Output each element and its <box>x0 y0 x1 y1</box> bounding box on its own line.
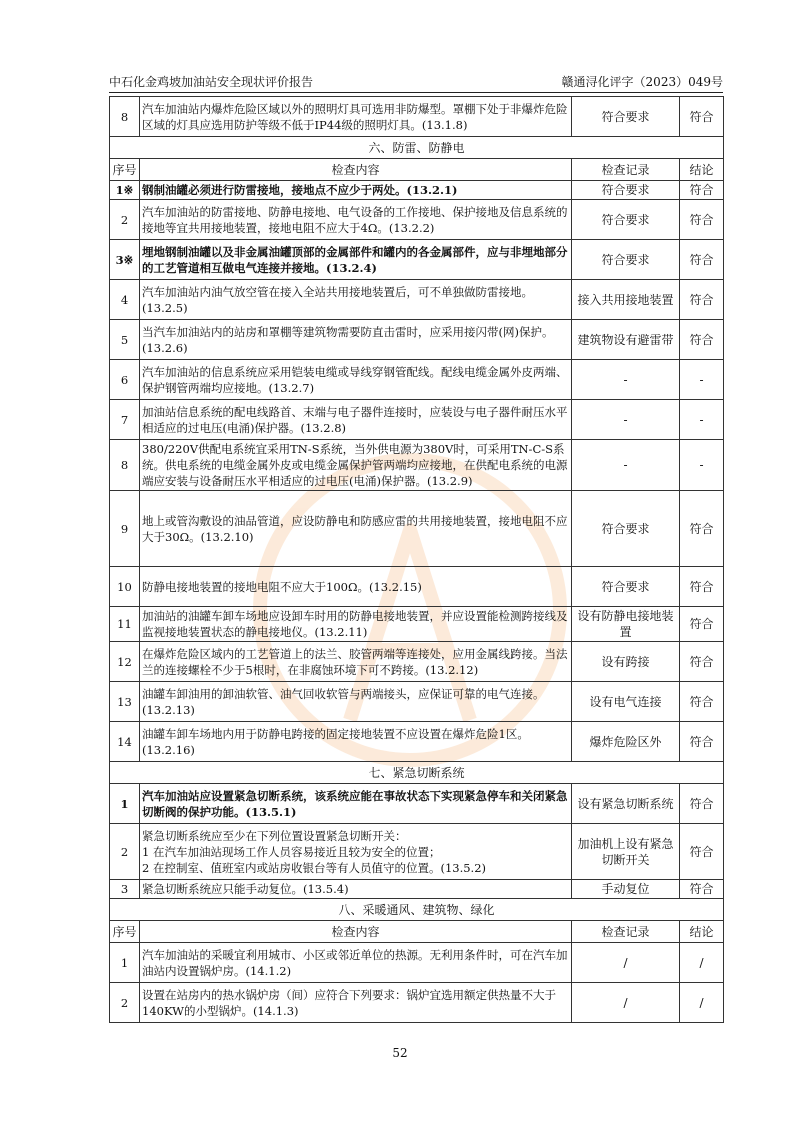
cell-result: 符合 <box>680 97 724 137</box>
cell-num: 8 <box>110 97 140 137</box>
cell-content: 防静电接地装置的接地电阻不应大于100Ω。(13.2.15) <box>140 567 572 607</box>
table-row <box>110 360 724 400</box>
cell-num: 2 <box>110 200 140 240</box>
table-row <box>110 983 724 1023</box>
section-title-row <box>110 762 724 784</box>
page-number: 52 <box>392 1046 408 1060</box>
cell-record: - <box>572 400 680 440</box>
table-row <box>110 181 724 200</box>
cell-record: 符合要求 <box>572 181 680 200</box>
cell-content: 汽车加油站内油气放空管在接入全站共用接地装置后，可不单独做防雷接地。(13.2.5) <box>140 280 572 320</box>
cell-content: 地上或管沟敷设的油品管道，应设防静电和防感应雷的共用接地装置，接地电阻不应大于30Ω。(13.2.10) <box>140 491 572 567</box>
section-title: 八、采暖通风、建筑物、绿化 <box>110 899 724 921</box>
cell-num: 3※ <box>110 240 140 280</box>
cell-result: 符合 <box>680 722 724 762</box>
cell-result: 符合 <box>680 682 724 722</box>
header-num: 序号 <box>110 921 140 943</box>
cell-content: 紧急切断系统应至少在下列位置设置紧急切断开关： 1 在汽车加油站现场工作人员容易接近且较为安全的位置； 2 在控制室、值班室内或站房收银台等有人员值守的位置。(13.5.2) <box>140 824 572 880</box>
cell-content: 紧急切断系统应只能手动复位。(13.5.4) <box>140 880 572 899</box>
table-row <box>110 240 724 280</box>
table-row <box>110 97 724 137</box>
table-row <box>110 824 724 880</box>
table-row <box>110 567 724 607</box>
cell-record: 符合要求 <box>572 240 680 280</box>
table-row <box>110 880 724 899</box>
cell-result: 符合 <box>680 280 724 320</box>
cell-num: 6 <box>110 360 140 400</box>
cell-result: - <box>680 440 724 491</box>
cell-num: 9 <box>110 491 140 567</box>
cell-result: - <box>680 400 724 440</box>
header-result: 结论 <box>680 159 724 181</box>
section-title: 七、紧急切断系统 <box>110 762 724 784</box>
cell-record: 设有紧急切断系统 <box>572 784 680 824</box>
cell-result: 符合 <box>680 181 724 200</box>
cell-num: 14 <box>110 722 140 762</box>
cell-num: 5 <box>110 320 140 360</box>
cell-result: 符合 <box>680 607 724 642</box>
cell-num: 8 <box>110 440 140 491</box>
cell-record: / <box>572 943 680 983</box>
cell-content: 埋地钢制油罐以及非金属油罐顶部的金属部件和罐内的各金属部件，应与非埋地部分的工艺管道相互做电气连接并接地。(13.2.4) <box>140 240 572 280</box>
cell-record: 符合要求 <box>572 567 680 607</box>
section-title: 六、防雷、防静电 <box>110 137 724 159</box>
table-row <box>110 280 724 320</box>
cell-content: 汽车加油站的采暖宜利用城市、小区或邻近单位的热源。无利用条件时，可在汽车加油站内设置锅炉房。(14.1.2) <box>140 943 572 983</box>
cell-content: 当汽车加油站内的站房和罩棚等建筑物需要防直击雷时，应采用接闪带(网)保护。(13.2.6) <box>140 320 572 360</box>
header-rule <box>109 92 723 93</box>
cell-record: / <box>572 983 680 1023</box>
cell-result: 符合 <box>680 320 724 360</box>
table-row <box>110 491 724 567</box>
cell-num: 3 <box>110 880 140 899</box>
cell-result: 符合 <box>680 824 724 880</box>
cell-result: / <box>680 943 724 983</box>
section-title-row <box>110 137 724 159</box>
cell-record: 建筑物设有避雷带 <box>572 320 680 360</box>
cell-content: 汽车加油站的信息系统应采用铠装电缆或导线穿钢管配线。配线电缆金属外皮两端、保护钢管两端均应接地。(13.2.7) <box>140 360 572 400</box>
cell-result: 符合 <box>680 784 724 824</box>
cell-content: 油罐车卸油用的卸油软管、油气回收软管与两端接头，应保证可靠的电气连接。(13.2.13) <box>140 682 572 722</box>
table-row <box>110 784 724 824</box>
cell-record: 接入共用接地装置 <box>572 280 680 320</box>
cell-content: 汽车加油站应设置紧急切断系统，该系统应能在事故状态下实现紧急停车和关闭紧急切断阀的保护功能。(13.5.1) <box>140 784 572 824</box>
cell-content: 汽车加油站的防雷接地、防静电接地、电气设备的工作接地、保护接地及信息系统的接地等宜共用接地装置，接地电阻不应大于4Ω。(13.2.2) <box>140 200 572 240</box>
header-record: 检查记录 <box>572 159 680 181</box>
table-row <box>110 440 724 491</box>
cell-record: 设有防静电接地装置 <box>572 607 680 642</box>
cell-num: 13 <box>110 682 140 722</box>
cell-content: 设置在站房内的热水锅炉房（间）应符合下列要求：锅炉宜选用额定供热量不大于140KW的小型锅炉。(14.1.3) <box>140 983 572 1023</box>
table-header-row <box>110 921 724 943</box>
cell-num: 11 <box>110 607 140 642</box>
cell-result: 符合 <box>680 240 724 280</box>
cell-num: 10 <box>110 567 140 607</box>
cell-record: 手动复位 <box>572 880 680 899</box>
table-row <box>110 400 724 440</box>
table-row <box>110 642 724 682</box>
cell-content: 380/220V供配电系统宜采用TN-S系统，当外供电源为380V时，可采用TN-C-S系统。供电系统的电缆金属外皮或电缆金属保护管两端均应接地，在供配电系统的电源端应安装与设备耐压水平相适应的过电压(电涌)保护器。(13.2.9) <box>140 440 572 491</box>
cell-content: 在爆炸危险区域内的工艺管道上的法兰、胶管两端等连接处，应用金属线跨接。当法兰的连接螺栓不少于5根时，在非腐蚀环境下可不跨接。(13.2.12) <box>140 642 572 682</box>
cell-result: / <box>680 983 724 1023</box>
cell-num: 2 <box>110 983 140 1023</box>
cell-num: 4 <box>110 280 140 320</box>
cell-record: 符合要求 <box>572 200 680 240</box>
page-header <box>109 70 723 90</box>
table-row <box>110 682 724 722</box>
cell-num: 2 <box>110 824 140 880</box>
cell-content: 加油站信息系统的配电线路首、末端与电子器件连接时，应装设与电子器件耐压水平相适应的过电压(电涌)保护器。(13.2.8) <box>140 400 572 440</box>
evaluation-table <box>109 96 724 1023</box>
cell-record: 爆炸危险区外 <box>572 722 680 762</box>
header-num: 序号 <box>110 159 140 181</box>
table-row <box>110 607 724 642</box>
header-content: 检查内容 <box>140 921 572 943</box>
cell-record: 加油机上设有紧急切断开关 <box>572 824 680 880</box>
cell-record: 符合要求 <box>572 97 680 137</box>
cell-result: 符合 <box>680 642 724 682</box>
cell-content: 汽车加油站内爆炸危险区域以外的照明灯具可选用非防爆型。罩棚下处于非爆炸危险区域的灯具应选用防护等级不低于IP44级的照明灯具。(13.1.8) <box>140 97 572 137</box>
cell-content: 油罐车卸车场地内用于防静电跨接的固定接地装置不应设置在爆炸危险1区。(13.2.16) <box>140 722 572 762</box>
cell-record: 设有跨接 <box>572 642 680 682</box>
header-record: 检查记录 <box>572 921 680 943</box>
cell-content: 钢制油罐必须进行防雷接地，接地点不应少于两处。(13.2.1) <box>140 181 572 200</box>
table-row <box>110 943 724 983</box>
cell-num: 1 <box>110 943 140 983</box>
cell-result: 符合 <box>680 491 724 567</box>
report-code: 赣通浔化评字（2023）049号 <box>561 75 723 89</box>
table-row <box>110 320 724 360</box>
cell-result: 符合 <box>680 880 724 899</box>
cell-record: - <box>572 360 680 400</box>
cell-result: - <box>680 360 724 400</box>
cell-record: 设有电气连接 <box>572 682 680 722</box>
cell-num: 7 <box>110 400 140 440</box>
header-result: 结论 <box>680 921 724 943</box>
cell-record: 符合要求 <box>572 491 680 567</box>
cell-num: 12 <box>110 642 140 682</box>
table-row <box>110 722 724 762</box>
cell-result: 符合 <box>680 567 724 607</box>
table-header-row <box>110 159 724 181</box>
cell-num: 1 <box>110 784 140 824</box>
cell-content: 加油站的油罐车卸车场地应设卸车时用的防静电接地装置，并应设置能检测跨接线及监视接地装置状态的静电接地仪。(13.2.11) <box>140 607 572 642</box>
cell-num: 1※ <box>110 181 140 200</box>
cell-record: - <box>572 440 680 491</box>
report-title: 中石化金鸡坡加油站安全现状评价报告 <box>109 75 314 89</box>
table-row <box>110 200 724 240</box>
cell-result: 符合 <box>680 200 724 240</box>
section-title-row <box>110 899 724 921</box>
header-content: 检查内容 <box>140 159 572 181</box>
